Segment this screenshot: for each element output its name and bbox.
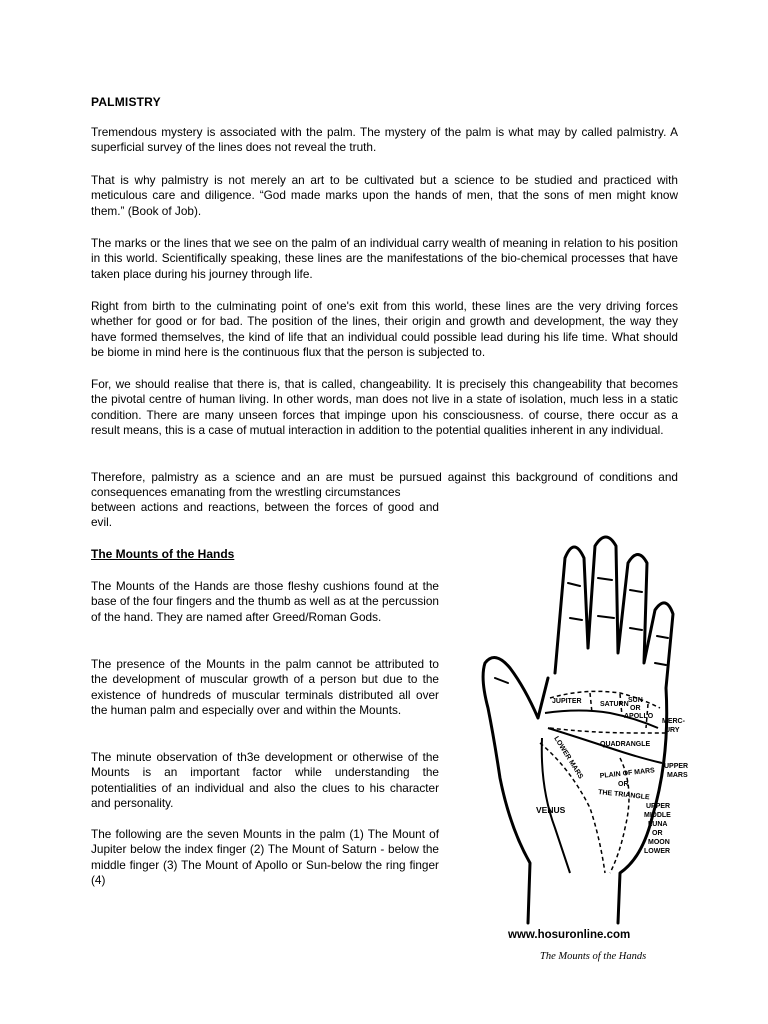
label-or: OR: [630, 705, 641, 712]
section-paragraph-2: The presence of the Mounts in the palm cannot be attributed to the development of muscular growth of a person but due to the existence of hundreds of muscular terminals distributed all over the human palm and especially over and within the Mounts.: [91, 657, 439, 717]
label-lower-mars: LOWER MARS: [552, 735, 584, 781]
label-upper-mars-2: MARS: [667, 772, 688, 779]
label-mercury-1: MERC-: [662, 718, 685, 725]
paragraph-5: For, we should realise that there is, that is called, changeability. It is precisely this changeability that becomes the pivotal centre of human living. In other words, man does not live in a state of isolation, much less in a static condition. There are many unseen forces that impinge upon his consciousness. of course, there occur as a result means, this is a case of mutual interaction in addition to the potential qualities inherent in any individual.: [91, 377, 678, 437]
label-plain-of-mars: PLAIN OF MARS: [599, 767, 656, 780]
label-luna-2: MIDDLE: [644, 812, 671, 819]
paragraph-2: That is why palmistry is not merely an art to be cultivated but a science to be studied and practiced with meticulous care and diligence. “God made marks upon the hands of men, that the sons of men might know them.” (Book of Job).: [91, 173, 678, 218]
section-heading: The Mounts of the Hands: [91, 547, 235, 561]
label-saturn: SATURN: [600, 701, 629, 708]
section-paragraph-3: The minute observation of th3e development or otherwise of the Mounts is an important factor while understanding the potentialities of an individual and also the clues to his character and personality.: [91, 750, 439, 810]
label-quadrangle: QUADRANGLE: [600, 741, 651, 748]
label-mercury-2: URY: [665, 727, 680, 734]
label-luna-3: LUNA: [648, 821, 668, 828]
paragraph-1: Tremendous mystery is associated with the palm. The mystery of the palm is what may by called palmistry. A superficial survey of the lines does not reveal the truth.: [91, 125, 678, 155]
section-paragraph-4: The following are the seven Mounts in the palm (1) The Mount of Jupiter below the index finger (2) The Mount of Saturn - below the middle finger (3) The Mount of Apollo or Sun-below the ring finger (4): [91, 827, 439, 887]
page-title: PALMISTRY: [91, 95, 161, 109]
label-jupiter: JUPITER: [552, 698, 582, 705]
label-apollo: APOLLO: [624, 713, 654, 720]
label-sun: SUN: [628, 697, 643, 704]
figure-caption: The Mounts of the Hands: [540, 951, 647, 962]
label-plain-or: OR: [618, 781, 629, 788]
label-the-triangle: THE TRIANGLE: [597, 789, 650, 802]
section-paragraph-1: The Mounts of the Hands are those fleshy cushions found at the base of the four fingers and the thumb as well as at the percussion of the hand. They are named after Greed/Roman Gods.: [91, 579, 439, 624]
label-luna-6: LOWER: [644, 848, 671, 855]
hand-outline: [483, 537, 673, 923]
label-luna-5: MOON: [648, 839, 670, 846]
paragraph-4: Right from birth to the culminating point of one's exit from this world, these lines are the very driving forces whether for good or for bad. The position of the lines, their origin and growth and development, the way they have formed themselves, the kind of life that an individual could possible lead during his life time. What should be biome in mind here is the continuous flux that the person is subjected to.: [91, 299, 678, 359]
label-venus: VENUS: [536, 805, 566, 815]
label-luna-1: UPPER: [646, 803, 671, 810]
website-credit: www.hosuronline.com: [508, 929, 631, 941]
label-luna-4: OR: [652, 830, 663, 837]
paragraph-3: The marks or the lines that we see on the palm of an individual carry wealth of meaning in relation to his position in this world. Scientifically speaking, these lines are the manifestations of the bio-chemical processes that have taken place during his journey through life.: [91, 236, 678, 281]
hand-illustration: [470, 528, 690, 928]
label-upper-mars-1: UPPER: [664, 763, 689, 770]
paragraph-6: Therefore, palmistry as a science and an are must be pursued against this background of conditions and consequences emanating from the wrestling circumstances: [91, 470, 678, 500]
paragraph-7: between actions and reactions, between the forces of good and evil.: [91, 500, 439, 530]
hand-mounts-figure: [470, 528, 690, 983]
